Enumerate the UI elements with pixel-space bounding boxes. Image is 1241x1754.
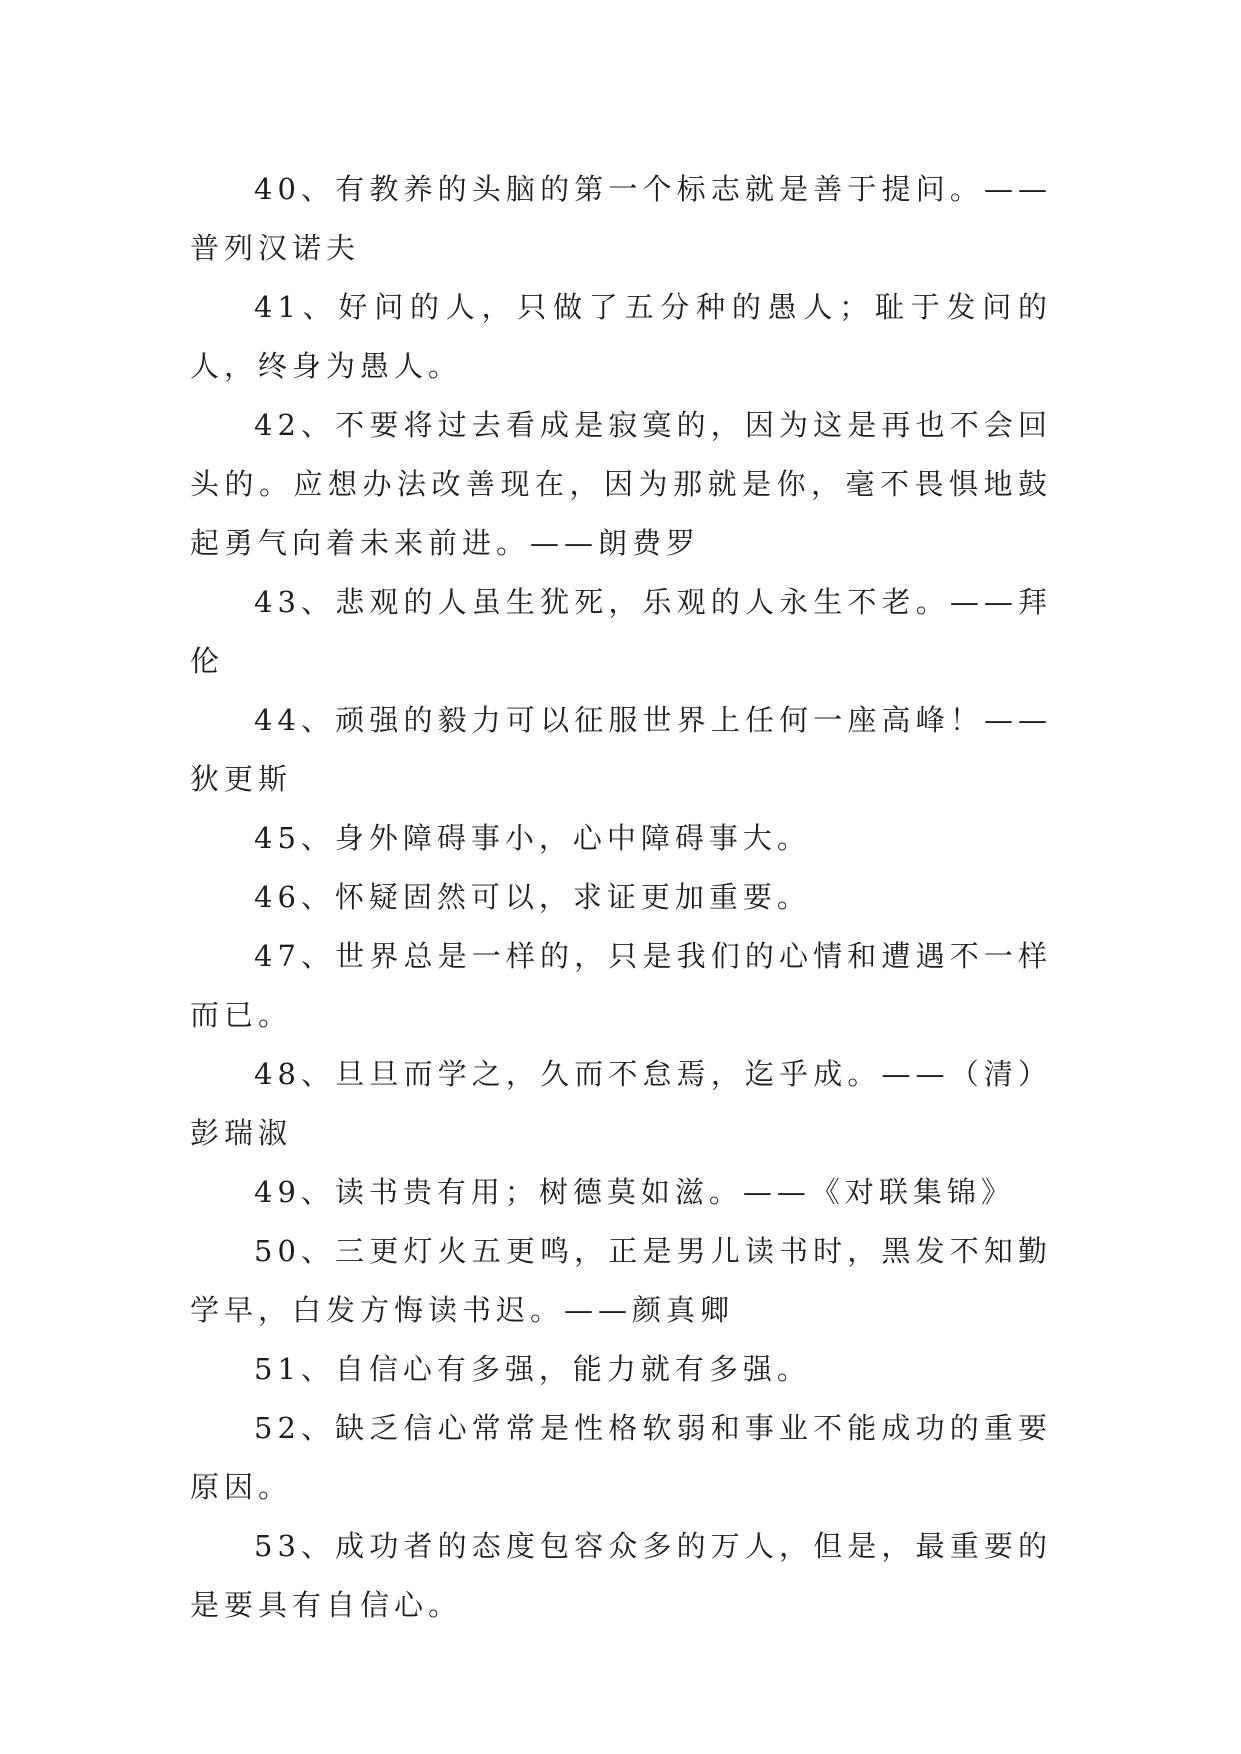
quote-51: 51、自信心有多强，能力就有多强。 — [254, 1352, 811, 1386]
quote-49: 49、读书贵有用；树德莫如滋。——《对联集锦》 — [254, 1175, 1015, 1209]
quote-list — [190, 160, 1052, 1635]
quote-46: 46、怀疑固然可以，求证更加重要。 — [254, 880, 811, 914]
quote-53: 53、成功者的态度包容众多的万人，但是，最重要的是要具有自信心。 — [190, 1529, 1052, 1622]
quote-45: 45、身外障碍事小，心中障碍事大。 — [254, 821, 811, 855]
quote-41: 41、好问的人，只做了五分种的愚人；耻于发问的人，终身为愚人。 — [190, 290, 1052, 383]
quote-42: 42、不要将过去看成是寂寞的，因为这是再也不会回头的。应想办法改善现在，因为那就是你，毫不畏惧地鼓起勇气向着未来前进。——朗费罗 — [190, 408, 1052, 560]
quote-43: 43、悲观的人虽生犹死，乐观的人永生不老。——拜伦 — [190, 585, 1052, 678]
quote-48: 48、旦旦而学之，久而不怠焉，迄乎成。——（清）彭瑞淑 — [190, 1057, 1052, 1150]
quote-40: 40、有教养的头脑的第一个标志就是善于提问。——普列汉诺夫 — [190, 172, 1052, 265]
quote-44: 44、顽强的毅力可以征服世界上任何一座高峰！——狄更斯 — [190, 703, 1052, 796]
quote-52: 52、缺乏信心常常是性格软弱和事业不能成功的重要原因。 — [190, 1411, 1052, 1504]
quote-50: 50、三更灯火五更鸣，正是男儿读书时，黑发不知勤学早，白发方悔读书迟。——颜真卿 — [190, 1234, 1052, 1327]
quote-47: 47、世界总是一样的，只是我们的心情和遭遇不一样而已。 — [190, 939, 1052, 1032]
